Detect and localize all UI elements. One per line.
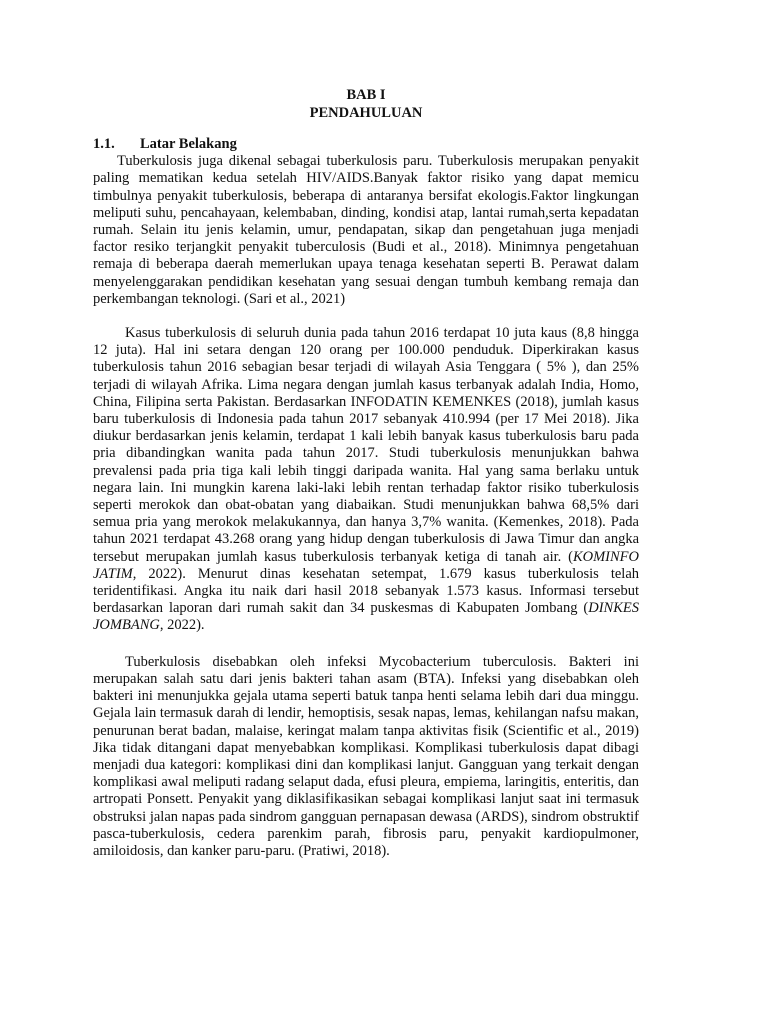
chapter-title: PENDAHULUAN xyxy=(309,105,423,121)
document-body xyxy=(93,86,639,860)
section-number: 1.1. xyxy=(93,136,115,152)
citation-dinkes: DINKES JOMBANG xyxy=(93,600,639,634)
paragraph-2 xyxy=(93,325,639,635)
chapter-number: BAB I xyxy=(346,87,386,103)
paragraph-3: Tuberkulosis disebabkan oleh infeksi Mycobacterium tuberculosis. Bakteri ini merupakan salah satu dari jenis bakteri tahan asam (BTA). Infeksi yang disebabkan oleh bakteri ini menunjukka gejala utama seperti batuk tanpa henti selama lebih dari dua minggu. Gejala lain termasuk darah di lendir, hemoptisis, sesak napas, lemas, kehilangan nafsu makan, penurunan berat badan, malaise, keringat malam tanpa aktivitas fisik (Scientific et al., 2019) Jika tidak ditangani dapat menyebabkan komplikasi. Komplikasi tuberkulosis dapat dibagi menjadi dua kategori: komplikasi dini dan komplikasi lanjut. Gangguan yang terkait dengan komplikasi awal meliputi radang selaput dada, efusi pleura, empiema, laringitis, enteritis, dan artropati Ponsett. Penyakit yang diklasifikasikan sebagai komplikasi lanjut saat ini termasuk obstruksi jalan napas pada sindrom gangguan pernapasan dewasa (ARDS), sindrom obstruktif pasca-tuberkulosis, cedera parenkim parah, fibrosis paru, penyakit kardiopulmoner, amiloidosis, dan kanker paru-paru. (Pratiwi, 2018). xyxy=(93,653,639,859)
paragraph-2-text-a: Kasus tuberkulosis di seluruh dunia pada tahun 2016 terdapat 10 juta kaus (8,8 hingga 12 juta). Hal ini setara dengan 120 orang per 100.000 penduduk. Diperkirakan kasus tuberkulosis tahun 2016 sebagian besar terjadi di wilayah Asia Tenggara ( 5% ), dan 25% terjadi di wilayah Afrika. Lima negara dengan jumlah kasus terbanyak adalah India, Homo, China, Filipina serta Pakistan. Berdasarkan INFODATIN KEMENKES (2018), jumlah kasus baru tuberkulosis di Indonesia pada tahun 2017 sebanyak 410.994 (per 17 Mei 2018). Jika diukur berdasarkan jenis kelamin, terdapat 1 kali lebih banyak kasus tuberkulosis baru pada pria dibandingkan wanita pada tahun 2017. Studi tuberkulosis menunjukkan bahwa prevalensi pada pria tiga kali lebih tinggi daripada wanita. Hal yang sama berlaku untuk negara lain. Ini mungkin karena laki-laki lebih rentan terhadap faktor risiko tuberkulosis seperti merokok dan obat-obatan yang diabaikan. Studi menunjukkan bahwa 68,5% dari semua pria yang merokok melakukannya, dan hanya 3,7% wanita. (Kemenkes, 2018). Pada tahun 2021 terdapat 43.268 orang yang hidup dengan tuberkulosis di Jawa Timur dan angka tersebut merupakan jumlah kasus tuberkulosis terbanyak ketiga di tanah air. ( xyxy=(93,325,639,565)
paragraph-2-text-b: , 2022). Menurut dinas kesehatan setempat, 1.679 kasus tuberkulosis telah teridentifikasi. Angka itu naik dari hasil 2018 sebanyak 1.573 kasus. Informasi tersebut berdasarkan laporan dari rumah sakit dan 34 puskesmas di Kabupaten Jombang ( xyxy=(93,565,639,617)
section-heading xyxy=(93,136,639,153)
section-title: Latar Belakang xyxy=(140,136,237,152)
paragraph-2-text-c: , 2022). xyxy=(159,617,205,634)
citation-kominfo: KOMINFO JATIM xyxy=(93,548,639,582)
paragraph-1: Tuberkulosis juga dikenal sebagai tuberkulosis paru. Tuberkulosis merupakan penyakit paling mematikan kedua setelah HIV/AIDS.Banyak faktor risiko yang dapat memicu timbulnya penyakit tuberkulosis, beberapa di antaranya bersifat ekologis.Faktor lingkungan meliputi suhu, pencahayaan, kelembaban, dinding, kondisi atap, lantai rumah,serta kepadatan rumah. Selain itu jenis kelamin, umur, pendapatan, sikap dan pengetahuan juga menjadi factor resiko terjangkit penyakit tuberculosis (Budi et al., 2018). Minimnya pengetahuan remaja di beberapa daerah memerlukan upaya tenaga kesehatan seperti B. Perawat dalam menyelenggarakan pendidikan kesehatan yang sesuai dengan tumbuh kembang remaja dan perkembangan teknologi. (Sari et al., 2021) xyxy=(93,153,639,307)
